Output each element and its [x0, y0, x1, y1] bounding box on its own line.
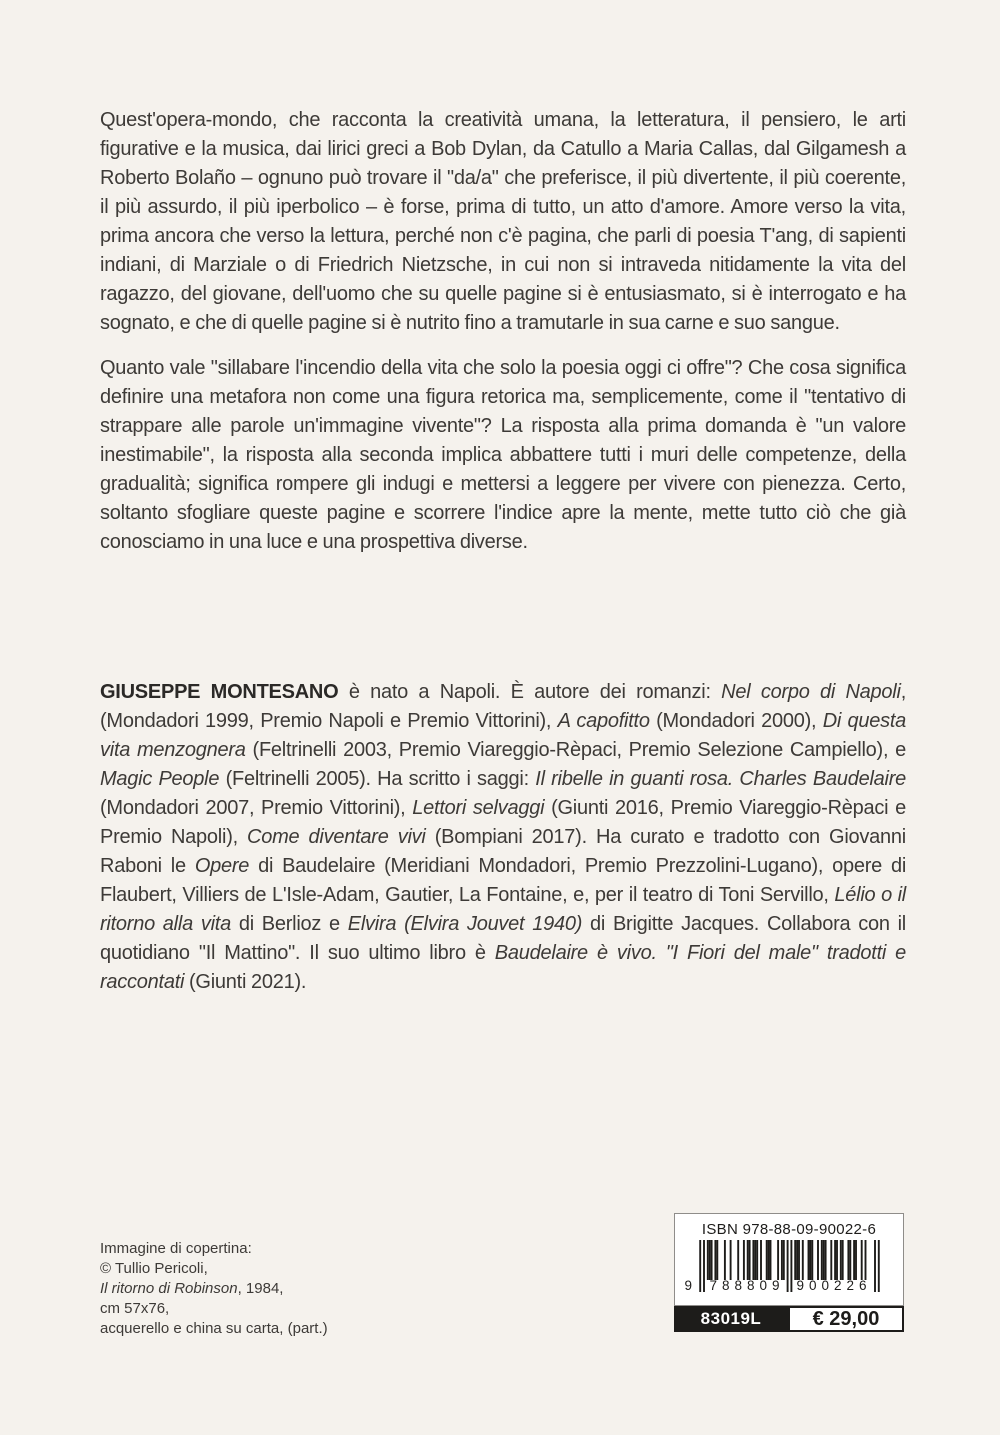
- ean-digit-group-3: 900226: [796, 1278, 872, 1293]
- ean-digit-group-2: 788809: [709, 1278, 785, 1293]
- synopsis-block: [100, 106, 906, 557]
- author-bio-paragraph: GIUSEPPE MONTESANO è nato a Napoli. È autore dei romanzi: Nel corpo di Napoli, (Mondadori 1999, Premio Napoli e Premio Vittorini), A capofitto (Mondadori 2000), Di questa vita menzognera (Feltrinelli 2003, Premio Viareggio-Rèpaci, Premio Selezione Campiello), e Magic People (Feltrinelli 2005). Ha scritto i saggi: Il ribelle in guanti rosa. Charles Baudelaire (Mondadori 2007, Premio Vittorini), Lettori selvaggi (Giunti 2016, Premio Viareggio-Rèpaci e Premio Napoli), Come diventare vivi (Bompiani 2017). Ha curato e tradotto con Giovanni Raboni le Opere di Baudelaire (Meridiani Mondadori, Premio Prezzolini-Lugano), opere di Flaubert, Villiers de L'Isle-Adam, Gautier, La Fontaine, e, per il teatro di Toni Servillo, Lélio o il ritorno alla vita di Berlioz e Elvira (Elvira Jouvet 1940) di Brigitte Jacques. Collabora con il quotidiano "Il Mattino". Il suo ultimo libro è Baudelaire è vivo. "I Fiori del male" tradotti e raccontati (Giunti 2021).: [100, 681, 907, 993]
- product-code: 83019L: [674, 1306, 788, 1332]
- label-bottom-row: [674, 1306, 904, 1332]
- synopsis-paragraph-2: Quanto vale "sillabare l'incendio della vita che solo la poesia oggi ci offre"? Che cosa significa definire una metafora non come una figura retorica ma, semplicemente, come il "tentativo di strappare alle parole un'immagine vivente"? La risposta alla prima domanda è "un valore inestimabile", la risposta alla seconda implica abbattere tutti i muri delle competenze, della gradualità; significa rompere gli indugi e mettersi a leggere per vivere con pienezza. Certo, soltanto sfogliare queste pagine e scorrere l'indice apre la mente, mette tutto ciò che già conosciamo in una luce e una prospettiva diverse.: [100, 357, 906, 553]
- barcode-label: [674, 1213, 904, 1332]
- ean-barcode: [684, 1240, 880, 1296]
- isbn-text: ISBN 978-88-09-90022-6: [701, 1221, 877, 1238]
- ean-digit-group-1: 9: [684, 1278, 693, 1293]
- synopsis-paragraph-1: Quest'opera-mondo, che racconta la creatività umana, la letteratura, il pensiero, le arti figurative e la musica, dai lirici greci a Bob Dylan, da Catullo a Maria Callas, dal Gilgamesh a Roberto Bolaño – ognuno può trovare il "da/a" che preferisce, il più divertente, il più coerente, il più assurdo, il più iperbolico – è forse, prima di tutto, un atto d'amore. Amore verso la vita, prima ancora che verso la lettura, perché non c'è pagina, che parli di poesia T'ang, di sapienti indiani, di Marziale o di Friedrich Nietzsche, in cui non si intraveda nitidamente la vita del ragazzo, del giovane, dell'uomo che su quelle pagine si è entusiasmato, si è interrogato e ha sognato, e che di quelle pagine si è nutrito fino a tramutarle in sua carne e suo sangue.: [100, 109, 906, 334]
- author-bio: [100, 678, 906, 997]
- barcode-panel: [674, 1213, 904, 1306]
- price-tag: € 29,00: [788, 1306, 904, 1332]
- cover-image-credit: Immagine di copertina: © Tullio Pericoli, Il ritorno di Robinson, 1984, cm 57x76, acquerello e china su carta, (part.): [100, 1240, 328, 1337]
